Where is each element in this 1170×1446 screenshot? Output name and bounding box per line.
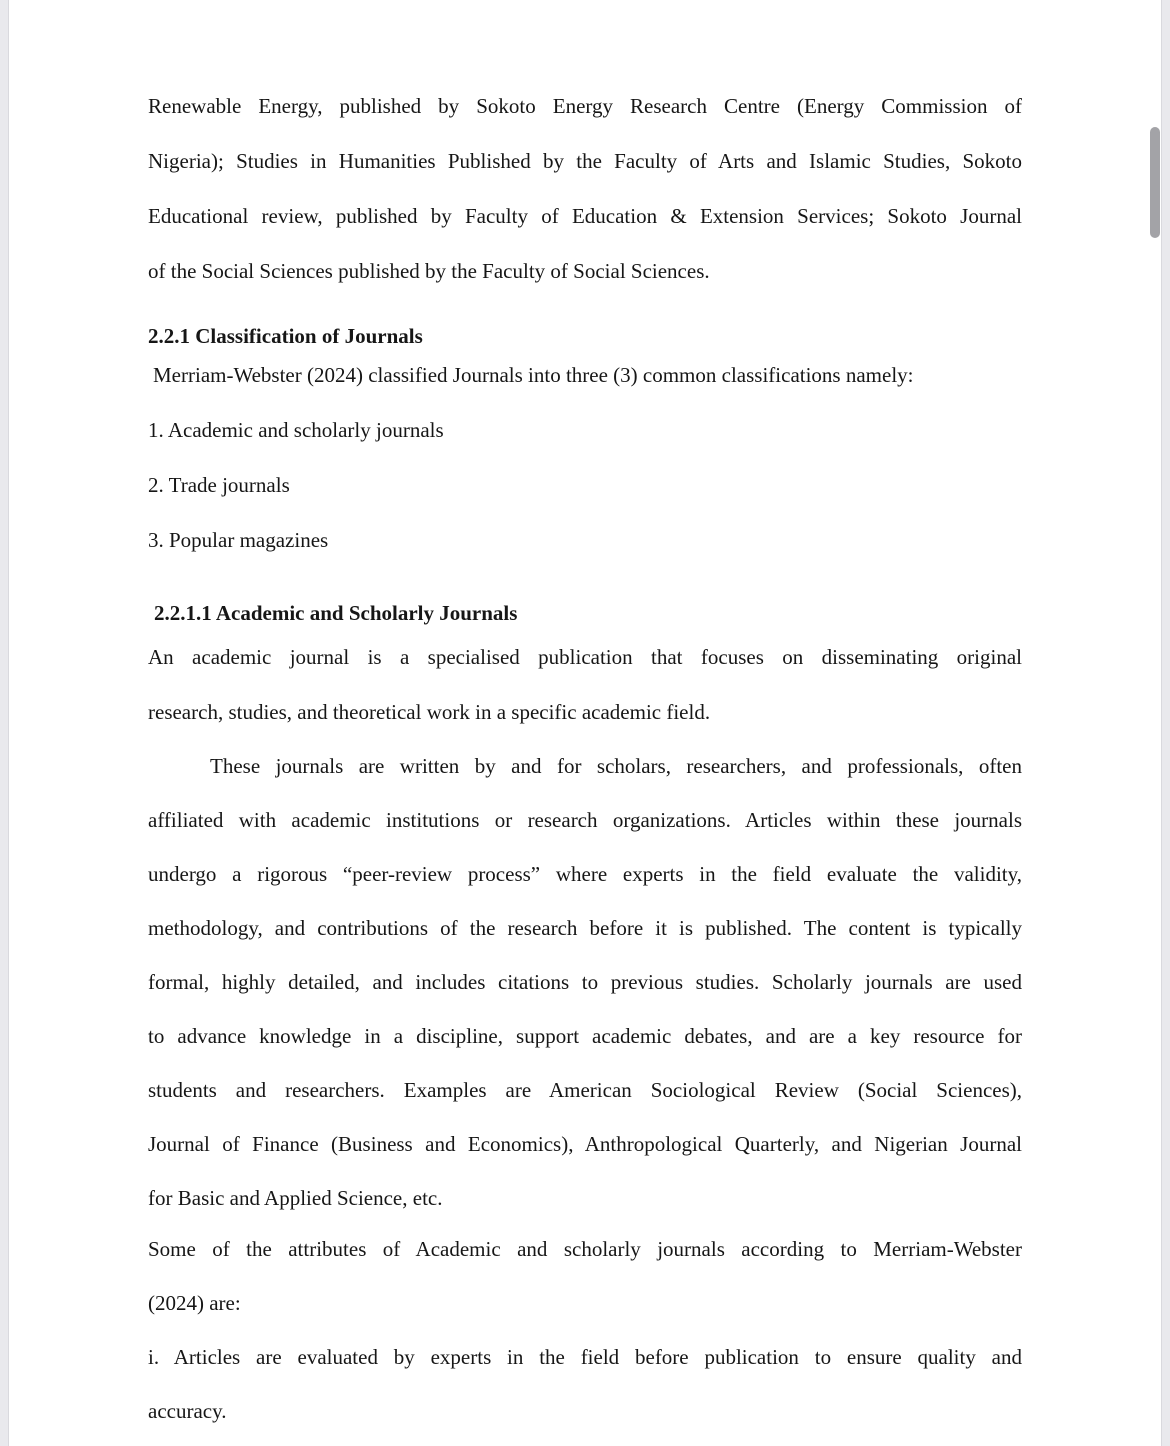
text-line: Some of the attributes of Academic and scholarly journals according to Merriam-Webster bbox=[148, 1237, 1022, 1261]
heading-line: 2.2.1 Classification of Journals bbox=[148, 324, 423, 348]
text-line: Nigeria); Studies in Humanities Published by the Faculty of Arts and Islamic Studies, Sokoto bbox=[148, 149, 1022, 173]
document-page bbox=[148, 0, 1022, 1438]
scrollbar-track[interactable] bbox=[1161, 0, 1170, 1446]
academic-journal-definition-paragraph bbox=[148, 630, 1022, 740]
text-line: 3. Popular magazines bbox=[148, 528, 329, 552]
text-line: students and researchers. Examples are American Sociological Review (Social Sciences), bbox=[148, 1078, 1022, 1102]
intro-paragraph bbox=[148, 79, 1022, 299]
attribute-item-i bbox=[148, 1330, 1022, 1438]
classification-list bbox=[148, 403, 1022, 568]
text-line: An academic journal is a specialised publication that focuses on disseminating original bbox=[148, 645, 1022, 669]
attributes-lead-paragraph bbox=[148, 1222, 1022, 1330]
text-line: methodology, and contributions of the research before it is published. The content is typically bbox=[148, 916, 1022, 940]
text-line: i. Articles are evaluated by experts in the field before publication to ensure quality and bbox=[148, 1345, 1022, 1369]
text-line: accuracy. bbox=[148, 1399, 227, 1423]
text-line: (2024) are: bbox=[148, 1291, 241, 1315]
text-line: 1. Academic and scholarly journals bbox=[148, 418, 444, 442]
scrollbar-thumb[interactable] bbox=[1150, 127, 1160, 238]
peer-review-paragraph bbox=[148, 739, 1022, 1225]
text-line: Merriam-Webster (2024) classified Journals into three (3) common classifications namely: bbox=[153, 363, 914, 387]
text-line: affiliated with academic institutions or research organizations. Articles within these journals bbox=[148, 808, 1022, 832]
text-line: formal, highly detailed, and includes citations to previous studies. Scholarly journals are used bbox=[148, 970, 1022, 994]
text-line: Renewable Energy, published by Sokoto Energy Research Centre (Energy Commission of bbox=[148, 94, 1022, 118]
app-edge-left bbox=[0, 0, 9, 1446]
text-line: Journal of Finance (Business and Economics), Anthropological Quarterly, and Nigerian Journal bbox=[148, 1132, 1022, 1156]
text-line: for Basic and Applied Science, etc. bbox=[148, 1186, 443, 1210]
text-line: 2. Trade journals bbox=[148, 473, 290, 497]
text-line: undergo a rigorous “peer-review process” where experts in the field evaluate the validity, bbox=[148, 862, 1022, 886]
text-line: research, studies, and theoretical work in a specific academic field. bbox=[148, 700, 711, 724]
text-line: Educational review, published by Faculty of Education & Extension Services; Sokoto Journal bbox=[148, 204, 1022, 228]
heading-line: 2.2.1.1 Academic and Scholarly Journals bbox=[154, 601, 518, 625]
text-line: These journals are written by and for scholars, researchers, and professionals, often bbox=[210, 754, 1022, 778]
classification-lead-sentence bbox=[148, 348, 1022, 403]
text-line: of the Social Sciences published by the Faculty of Social Sciences. bbox=[148, 259, 710, 283]
text-line: to advance knowledge in a discipline, support academic debates, and are a key resource for bbox=[148, 1024, 1022, 1048]
